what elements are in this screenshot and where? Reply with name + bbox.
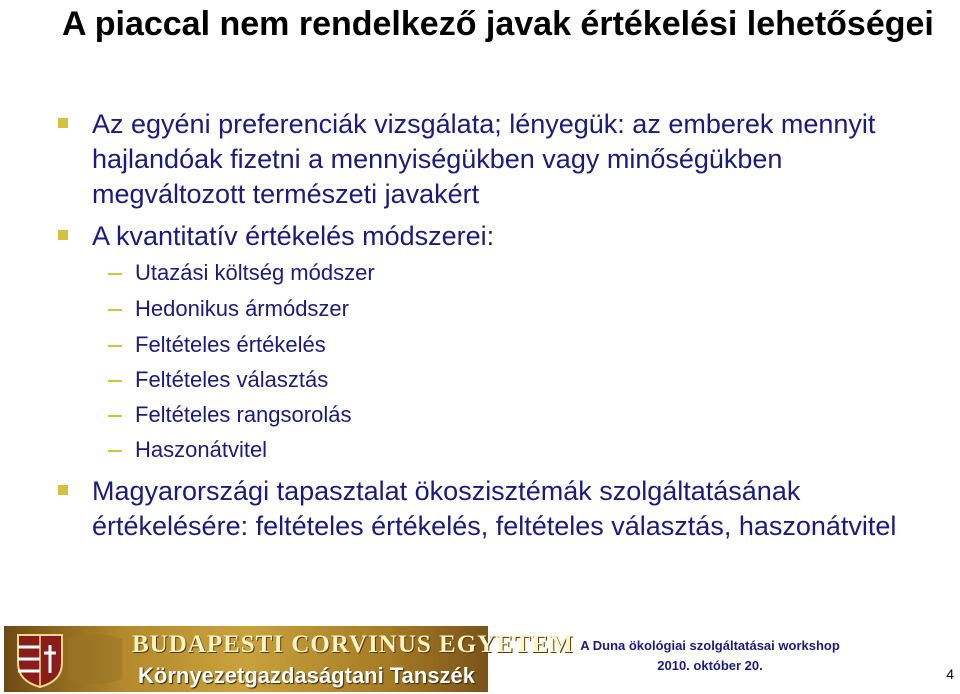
sub-bullet-text: Hedonikus ármódszer	[135, 296, 349, 321]
sub-bullet-text: Utazási költség módszer	[135, 260, 375, 285]
banner-university-name: BUDAPESTI CORVINUS EGYETEM	[132, 631, 574, 658]
university-banner	[4, 626, 574, 692]
bullet-text: Magyarországi tapasztalat ökoszisztémák szolgáltatásának értékelésére: feltételes értékelés, feltételes választás, haszonátvitel	[92, 476, 897, 541]
coat-of-arms-icon	[10, 629, 126, 689]
sub-bullet-text: Feltételes értékelés	[135, 332, 326, 357]
banner-department-name: Környezetgazdaságtani Tanszék	[138, 663, 476, 688]
sub-bullet-item	[135, 330, 915, 360]
sub-bullet-item	[135, 294, 915, 324]
square-bullet-icon	[58, 485, 68, 495]
sub-bullet-text: Haszonátvitel	[135, 437, 268, 462]
bullet-item	[92, 219, 942, 254]
dash-bullet-icon	[108, 450, 122, 452]
bullet-text: Az egyéni preferenciák vizsgálata; lényegük: az emberek mennyit hajlandóak fizetni a mennyiségükben vagy minőségükben megváltozott természeti javakért	[92, 109, 876, 209]
square-bullet-icon	[58, 118, 68, 128]
sub-bullet-item	[135, 258, 915, 288]
sub-bullet-text: Feltételes választás	[135, 367, 329, 392]
sub-bullet-item	[135, 365, 915, 395]
bullet-item	[92, 474, 942, 544]
bullet-item	[92, 107, 942, 212]
bullet-text: A kvantitatív értékelés módszerei:	[92, 221, 495, 251]
page-number: 4	[946, 666, 954, 682]
dash-bullet-icon	[108, 273, 122, 275]
dash-bullet-icon	[108, 309, 122, 311]
dash-bullet-icon	[108, 415, 122, 417]
dash-bullet-icon	[108, 345, 122, 347]
dash-bullet-icon	[108, 380, 122, 382]
sub-bullet-item	[135, 400, 915, 430]
workshop-info	[560, 636, 860, 676]
sub-bullet-item	[135, 435, 915, 465]
sub-bullet-text: Feltételes rangsorolás	[135, 402, 352, 427]
workshop-date: 2010. október 20.	[657, 658, 763, 673]
workshop-title: A Duna ökológiai szolgáltatásai workshop	[580, 638, 840, 653]
square-bullet-icon	[58, 230, 68, 240]
page-title: A piaccal nem rendelkező javak értékelési lehetőségei	[62, 5, 934, 43]
